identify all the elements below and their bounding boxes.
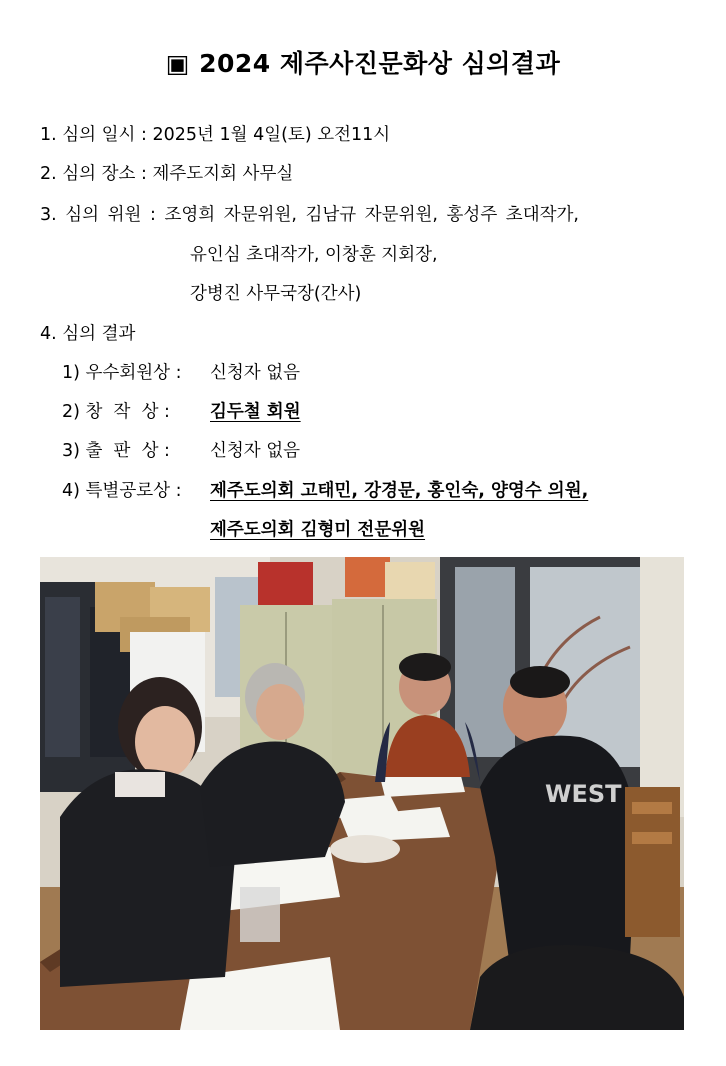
result-label-3: 3) 출 판 상 :: [62, 441, 170, 461]
result-value-1: 신청자 없음: [210, 363, 301, 383]
review-members-line-2: 유인심 초대작가, 이창훈 지회장,: [190, 245, 438, 265]
review-result-heading: 4. 심의 결과: [40, 324, 136, 344]
result-label-2: 2) 창 작 상 :: [62, 402, 170, 422]
result-value-2: 김두철 회원: [210, 402, 301, 422]
result-label-1: 1) 우수회원상 :: [62, 363, 182, 383]
result-value-4: 제주도의회 고태민, 강경문, 홍인숙, 양영수 의원,: [210, 481, 589, 501]
result-value-3: 신청자 없음: [210, 441, 301, 461]
review-members-line-1: 3. 심의 위원 : 조영희 자문위원, 김남규 자문위원, 홍성주 초대작가,: [40, 205, 579, 225]
meeting-photo: [40, 557, 684, 1030]
result-label-4: 4) 특별공로상 :: [62, 481, 182, 501]
result-value-4-line-2: 제주도의회 김형미 전문위원: [210, 520, 426, 540]
review-place: 2. 심의 장소 : 제주도지회 사무실: [40, 164, 294, 184]
review-members-line-3: 강병진 사무국장(간사): [190, 284, 362, 304]
svg-text:WEST: WEST: [545, 780, 622, 808]
review-date: 1. 심의 일시 : 2025년 1월 4일(토) 오전11시: [40, 125, 391, 145]
page-title: ▣ 2024 제주사진문화상 심의결과: [165, 49, 561, 78]
